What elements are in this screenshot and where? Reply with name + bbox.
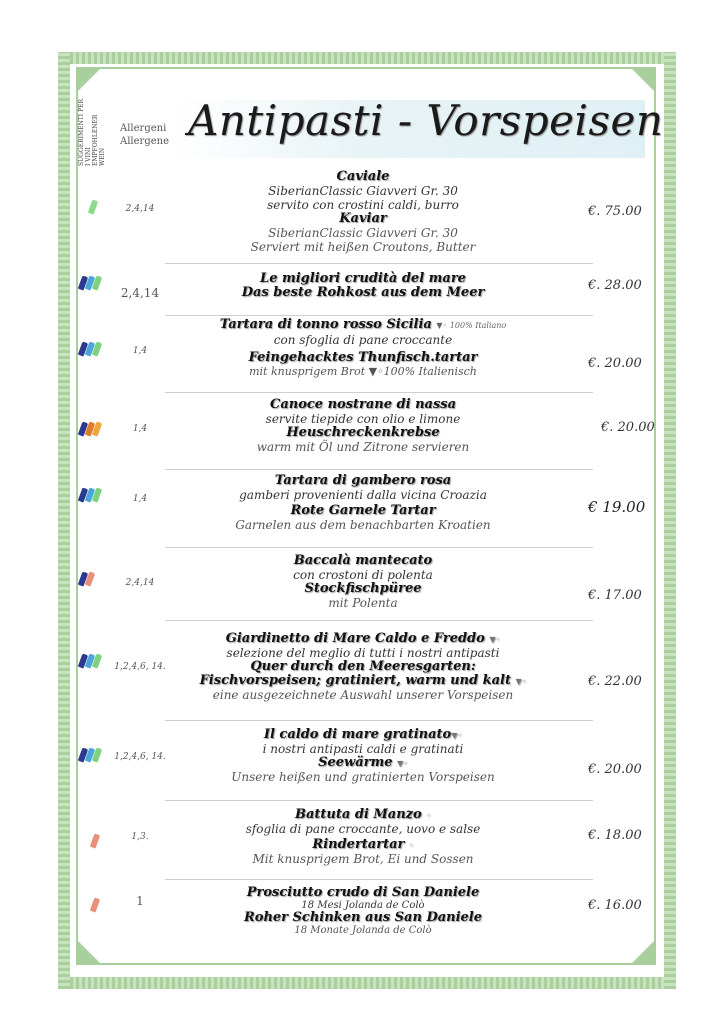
dish-line-it: gamberi provenienti dalla vicina Croazia [239,488,487,502]
menu-item [78,270,654,312]
dish-title-it: Il caldo di mare gratinato▼◦ [263,727,463,742]
dish-description [198,728,528,784]
dish-title-it: Canoce nostrane di nassa [269,397,457,412]
dish-title-de: Rote Garnele Tartar [290,503,436,518]
dish-price: €. 20.00 [601,420,655,435]
divider [165,263,593,264]
inner-border-top [78,67,656,69]
inner-border-bottom [78,963,656,965]
dish-line-it: selezione del meglio di tutti i nostri antipasti [226,646,500,660]
dish-price: €. 18.00 [588,828,642,843]
menu-item [78,170,654,262]
dish-description [198,474,528,532]
allergens-label-it: Allergeni [120,123,167,134]
corner-ornament [78,69,100,91]
dish-line-de: SiberianClassic Giavveri Gr. 30 [268,226,458,240]
dish-title-de: Quer durch den Meeresgarten: [250,659,476,674]
dish-price: €. 22.00 [588,674,642,689]
dish-title-de: Das beste Rohkost aus dem Meer [241,285,485,300]
tag-mark: ▼◦ [489,634,501,644]
allergen-codes: 1,3. [131,832,149,842]
menu-item [78,808,654,874]
dish-line-de: warm mit Öl und Zitrone servieren [256,440,470,454]
origin-tag: ▼◦ 100% Italiano [436,321,507,330]
dish-description [198,170,528,254]
dish-line-de: eine ausgezeichnete Auswahl unserer Vorspeisen [212,688,514,702]
menu-item [78,728,654,792]
divider [165,547,593,548]
dish-line-it: servito con crostini caldi, burro [267,198,459,212]
corner-ornament [632,69,654,91]
dish-line-it: SiberianClassic Giavveri Gr. 30 [268,184,458,198]
dish-title-de: Feingehacktes Thunfisch.tartar [248,350,478,365]
border-left [58,52,70,989]
dish-title-de: Roher Schinken aus San Daniele [243,910,483,925]
dish-description [198,886,528,936]
allergen-codes: 1,2,4,6, 14. [114,662,166,672]
dish-price: €. 16.00 [588,898,642,913]
dish-price: €. 17.00 [588,588,642,603]
dish-title-it: Le migliori crudità del mare [260,271,466,286]
dish-title-it: Battuta di Manzo ◦ [295,807,431,822]
tag-mark: ▼◦ [451,730,463,740]
page-title: Antipasti - Vorspeisen [188,96,664,145]
dish-line-de: 18 Monate Jolanda de Colò [294,925,432,936]
dish-description [198,272,528,300]
menu-item [78,474,654,544]
wine-suggestions-label: SUGGERIMENTI PER I VINI EMPFOHLENER WEIN [78,98,106,166]
allergens-label-de: Allergene [120,136,169,147]
divider [165,469,593,470]
dish-title-de: Seewärme ▼◦ [318,755,408,770]
allergen-codes: 2,4,14 [125,578,155,588]
allergen-codes: 1,4 [132,494,148,504]
dish-title-de-2: Fischvorspeisen; gratiniert, warm und kalt ▼◦ [199,673,527,688]
border-right [664,52,676,989]
divider [165,800,593,801]
menu-item [78,554,654,616]
dish-line-it: sfoglia di pane croccante, uovo e salse [245,822,481,836]
menu-item [78,632,654,716]
dish-description [183,632,543,702]
dish-title-it: Giardinetto di Mare Caldo e Freddo ▼◦ [225,631,501,646]
allergen-codes: 2,4,14 [120,286,160,300]
border-bottom [58,977,676,989]
dish-description [198,398,528,454]
dish-title-de: Heuschreckenkrebse [286,425,440,440]
dish-title-de: Kaviar [339,211,387,226]
divider [165,315,593,316]
dish-title-it: Tartara di gambero rosa [274,473,452,488]
dish-line-de: Garnelen aus dem benachbarten Kroatien [235,518,491,532]
dish-price: €. 20.00 [588,762,642,777]
tag-mark: ◦ [426,810,431,820]
dish-line-de: Mit knusprigem Brot, Ei und Sossen [252,852,474,866]
dish-price: €. 75.00 [588,204,642,219]
dish-line-it: con crostoni di polenta [293,568,433,582]
allergen-codes: 1,4 [132,346,148,356]
divider [165,720,593,721]
tag-mark: ◦ [408,840,414,850]
dish-title-it: Caviale [336,169,390,184]
dish-description [198,318,528,379]
dish-title-de: Stockfischpüree [304,581,422,596]
allergen-codes: 1,2,4,6, 14. [114,752,166,762]
dish-price: € 19.00 [588,498,646,516]
dish-line-de: mit knusprigem Brot ▼◦100% Italienisch [249,365,477,378]
dish-price: €. 20.00 [588,356,642,371]
allergens-header [120,122,169,148]
dish-line-de: Unsere heißen und gratinierten Vorspeisen [231,770,495,784]
allergen-codes: 1,4 [132,424,148,434]
dish-line-de: Serviert mit heißen Croutons, Butter [250,240,476,254]
tag-mark: ▼◦ [397,758,408,768]
dish-description [198,554,528,610]
divider [165,879,593,880]
tag-mark: ▼◦ [515,676,527,686]
dish-line-it: 18 Mesi Jolanda de Colò [301,900,425,911]
dish-price: €. 28.00 [588,278,642,293]
dish-title-it: Tartara di tonno rosso Sicilia ▼◦ 100% Italiano [219,317,507,332]
menu-item [78,886,654,946]
dish-title-it: Prosciutto crudo di San Daniele [246,885,480,900]
allergen-codes: 1 [136,894,144,908]
border-top [58,52,676,64]
divider [165,620,593,621]
dish-description [198,808,528,866]
allergen-codes: 2,4,14 [125,204,155,214]
dish-line-it: servite tiepide con olio e limone [265,412,461,426]
dish-title-de: Rindertartar ◦ [312,837,414,852]
menu-item [78,318,654,390]
divider [165,392,593,393]
dish-title-it: Baccalà mantecato [293,553,433,568]
dish-line-it: con sfoglia di pane croccante [273,333,453,347]
dish-line-de: mit Polenta [328,596,398,610]
dish-line-it: i nostri antipasti caldi e gratinati [262,742,464,756]
menu-item [78,398,654,466]
